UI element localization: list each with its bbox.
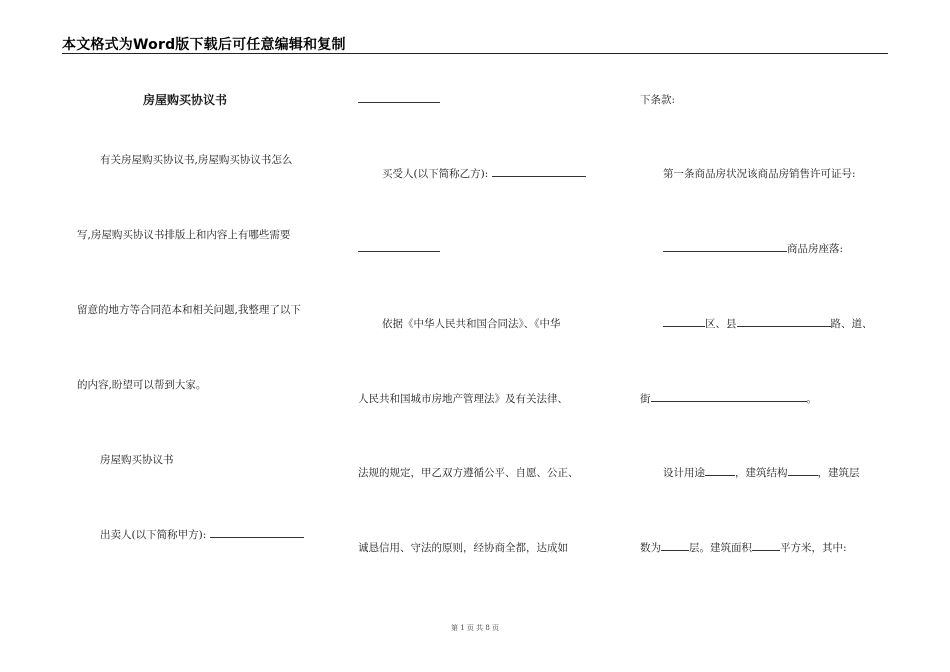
seller-blank	[210, 529, 304, 538]
located-blank	[663, 243, 787, 252]
basis-line-3: 法规的规定，甲乙双方遵循公平、自愿、公正、	[358, 467, 579, 479]
basis-line-1: 依据《中华人民共和国合同法》、《中华	[382, 318, 561, 330]
buyer-label: 买受人(以下简称乙方):	[382, 168, 492, 180]
use-label: 设计用途	[663, 467, 705, 479]
floors-count-label: 数为	[640, 542, 661, 554]
located-line	[663, 243, 843, 255]
blank-line-top	[358, 94, 440, 106]
seller-line	[100, 529, 304, 541]
buyer-blank	[492, 168, 586, 177]
street-label: 街	[640, 393, 651, 405]
district-blank	[663, 318, 705, 327]
located-label: 商品房座落:	[787, 243, 844, 255]
page-footer: 第 1 页 共 8 页	[450, 624, 500, 632]
structure-label: ，建筑结构	[735, 467, 788, 479]
intro-line-4: 的内容,盼望可以帮到大家。	[77, 379, 207, 391]
road-blank	[737, 318, 831, 327]
basis-line-2: 人民共和国城市房地产管理法》及有关法律、	[358, 393, 568, 405]
intro-line-1: 有关房屋购买协议书,房屋购买协议书怎么	[100, 154, 293, 166]
street-period: 。	[806, 393, 817, 405]
blank	[358, 243, 440, 252]
intro-line-2: 写,房屋购买协议书排版上和内容上有哪些需要	[77, 229, 291, 241]
structure-blank	[788, 467, 818, 476]
blank-line-mid	[358, 243, 440, 255]
area-label: 层。建筑面积	[689, 542, 752, 554]
area-blank	[752, 542, 780, 551]
street-blank	[651, 393, 807, 402]
intro-line-3: 留意的地方等合同范本和相关问题,我整理了以下	[77, 304, 301, 316]
floors-line	[640, 542, 847, 554]
use-blank	[705, 467, 735, 476]
floors-label: ，建筑层	[817, 467, 860, 479]
district-label: 区、县	[705, 318, 737, 330]
street-line	[640, 393, 817, 405]
district-line	[663, 318, 873, 330]
document-title: 房屋购买协议书	[143, 93, 228, 107]
basis-line-4: 诚恳信用、守法的原则，经协商全都，达成如	[358, 542, 568, 554]
header-rule	[62, 53, 888, 54]
agreement-subtitle: 房屋购买协议书	[100, 454, 174, 466]
clauses-line: 下条款:	[640, 94, 676, 106]
page-header: 本文格式为Word版下载后可任意编辑和复制	[62, 37, 346, 53]
use-line	[663, 467, 860, 479]
article-1-line: 第一条商品房状况该商品房销售许可证号:	[663, 168, 856, 180]
area-unit-label: 平方米，其中:	[780, 542, 847, 554]
buyer-line	[382, 168, 586, 180]
road-label: 路、道、	[830, 318, 873, 330]
floors-blank	[661, 542, 689, 551]
seller-label: 出卖人(以下简称甲方):	[100, 529, 210, 541]
blank	[358, 94, 440, 103]
